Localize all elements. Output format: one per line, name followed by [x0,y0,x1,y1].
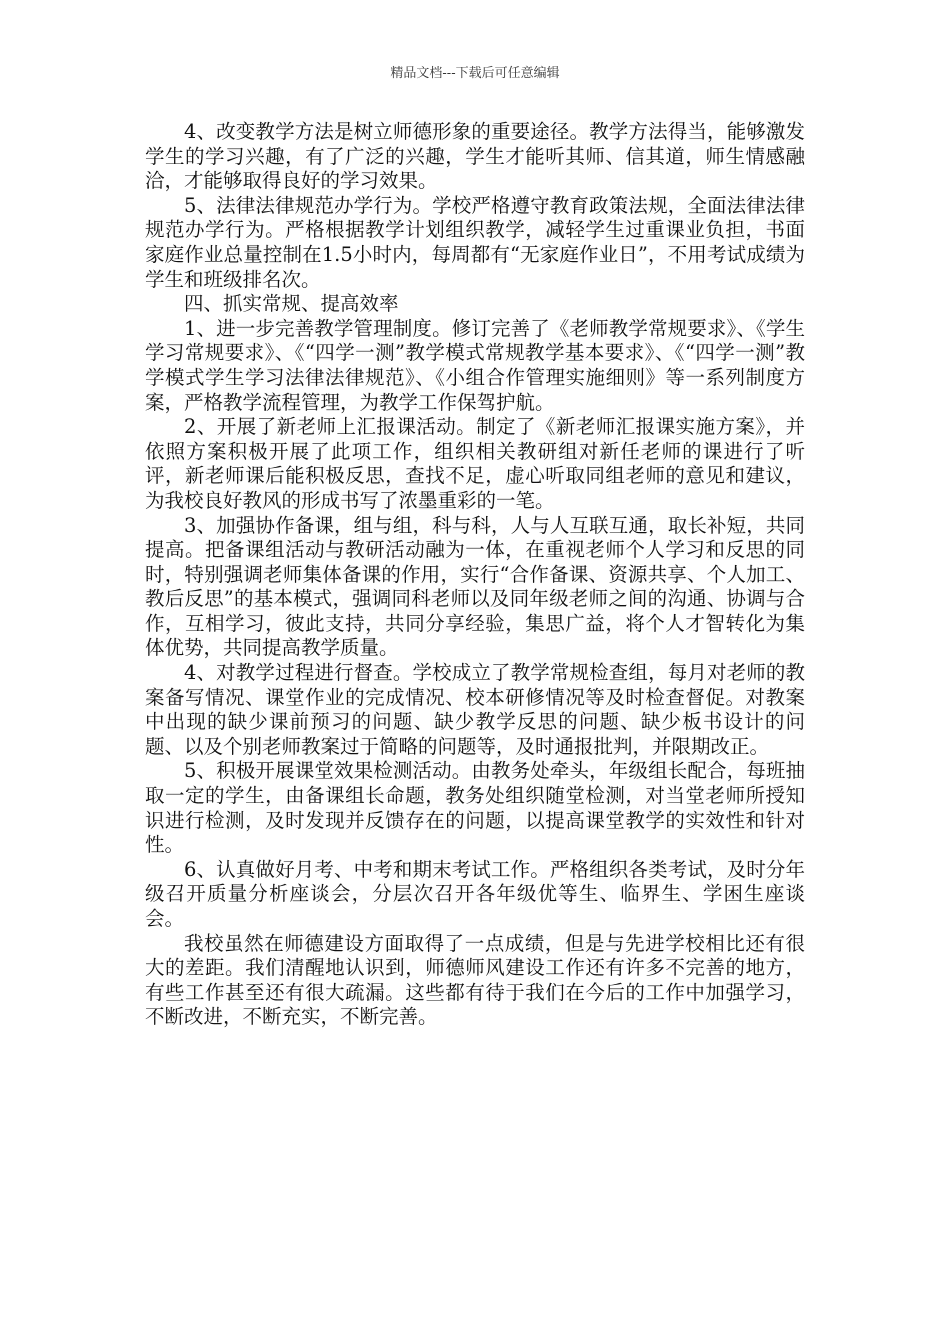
paragraph-management-system: 1、进一步完善教学管理制度。修订完善了《老师教学常规要求》、《学生学习常规要求》、《“四学一测”教学模式常规教学基本要求》、《“四学一测”教学模式学生学习法律法律规范》、《小组合作管理实施细则》等一系列制度方案，严格教学流程管理，为教学工作保驾护航。 [145,316,805,414]
paragraph-teaching-supervision: 4、对教学过程进行督查。学校成立了教学常规检查组，每月对老师的教案备写情况、课堂作业的完成情况、校本研修情况等及时检查督促。对教案中出现的缺少课前预习的问题、缺少教学反思的问题、缺少板书设计的问题、以及个别老师教案过于简略的问题等，及时通报批判，并限期改正。 [145,661,805,758]
paragraph-classroom-testing: 5、积极开展课堂效果检测活动。由教务处牵头，年级组长配合，每班抽取一定的学生，由备课组长命题，教务处组织随堂检测，对当堂老师所授知识进行检测，及时发现并反馈存在的问题，以提高课堂教学的实效性和针对性。 [145,759,805,857]
section-heading-routine-efficiency: 四、抓实常规、提高效率 [184,292,399,316]
document-body [145,120,805,1030]
paragraph-exams: 6、认真做好月考、中考和期末考试工作。严格组织各类考试，及时分年级召开质量分析座谈会，分层次召开各年级优等生、临界生、学困生座谈会。 [145,857,805,930]
page-header: 精品文档---下载后可任意编辑 [390,66,560,81]
paragraph-collaborative-lesson-prep: 3、加强协作备课，组与组，科与科，人与人互联互通，取长补短，共同提高。把备课组活动与教研活动融为一体，在重视老师个人学习和反思的同时，特别强调老师集体备课的作用，实行“合作备课、资源共享、个人加工、教后反思”的基本模式，强调同科老师以及同年级老师之间的沟通、协调与合作，互相学习，彼此支持，共同分享经验，集思广益，将个人才智转化为集体优势，共同提高教学质量。 [145,513,805,660]
paragraph-new-teacher-reports: 2、开展了新老师上汇报课活动。制定了《新老师汇报课实施方案》，并依照方案积极开展了此项工作，组织相关教研组对新任老师的课进行了听评，新老师课后能积极反思，查找不足，虚心听取同组老师的意见和建议，为我校良好教风的形成书写了浓墨重彩的一笔。 [145,415,805,512]
paragraph-regulated-schooling: 5、法律法律规范办学行为。学校严格遵守教育政策法规，全面法律法律规范办学行为。严格根据教学计划组织教学，减轻学生过重课业负担，书面家庭作业总量控制在1.5小时内，每周都有“无家庭作业日”，不用考试成绩为学生和班级排名次。 [145,193,805,291]
paragraph-teaching-methods: 4、改变教学方法是树立师德形象的重要途径。教学方法得当，能够激发学生的学习兴趣，有了广泛的兴趣，学生才能听其师、信其道，师生情感融洽，才能够取得良好的学习效果。 [145,120,805,193]
paragraph-conclusion: 我校虽然在师德建设方面取得了一点成绩，但是与先进学校相比还有很大的差距。我们清醒地认识到，师德师风建设工作还有许多不完善的地方，有些工作甚至还有很大疏漏。这些都有待于我们在今后的工作中加强学习，不断改进，不断充实，不断完善。 [145,931,805,1029]
